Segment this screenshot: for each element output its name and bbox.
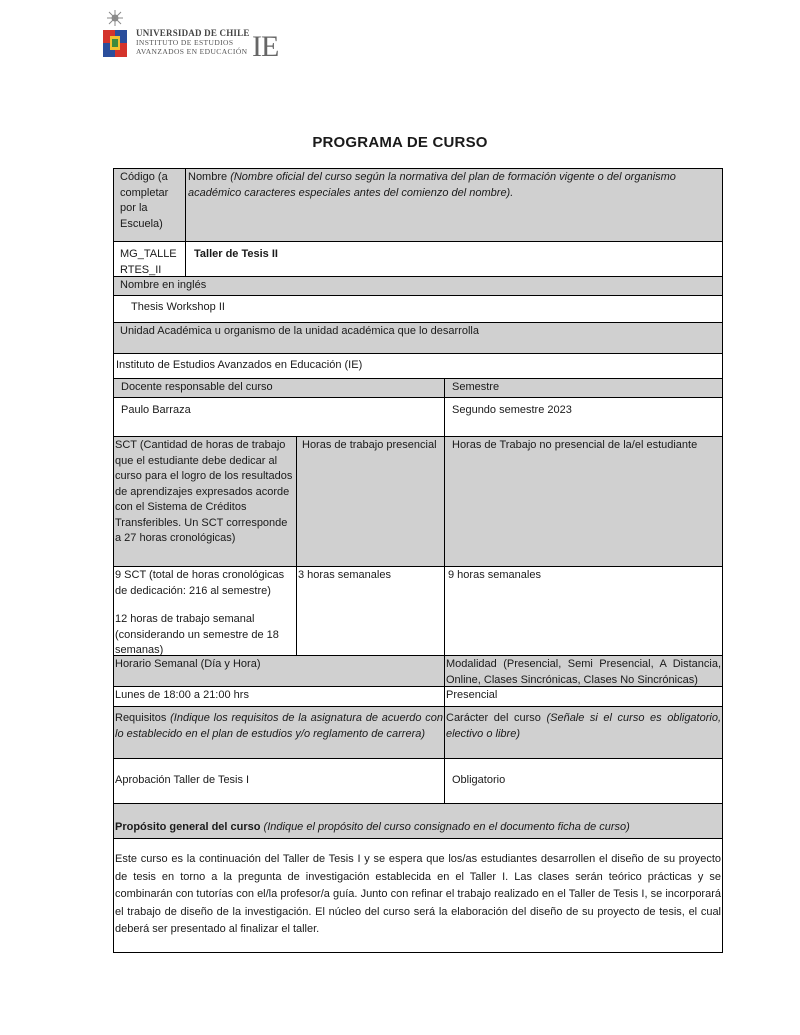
logo-line-3: AVANZADOS EN EDUCACIÓN (136, 47, 248, 56)
modalidad-value: Presencial (446, 689, 498, 701)
semestre-label: Semestre (452, 381, 500, 393)
requisitos-hint: (Indique los requisitos de la asignatura de acuerdo con lo establecido en el plan de estudios y/o reglamento de carrera) (115, 712, 443, 740)
codigo-value-cell (113, 241, 186, 277)
no-presencial-value-cell (444, 566, 723, 656)
caracter-label-cell (444, 706, 723, 759)
requisitos-label-cell (113, 706, 445, 759)
page-title: PROGRAMA DE CURSO (312, 134, 488, 151)
sct-value-line-2: 12 horas de trabajo semanal (considerando un semestre de 18 semanas) (115, 613, 279, 656)
sct-value-line-1: 9 SCT (total de horas cronológicas de dedicación: 216 al semestre) (115, 569, 285, 597)
caracter-value: Obligatorio (452, 774, 506, 786)
university-emblem-icon (101, 10, 129, 60)
docente-value-cell (113, 397, 445, 437)
nombre-ingles-value-cell (113, 295, 723, 323)
modalidad-label: Modalidad (Presencial, Semi Presencial, A Distancia, Online, Clases Sincrónicas, Clases No Sincrónicas) (446, 658, 721, 686)
proposito-value: Este curso es la continuación del Taller de Tesis I y se espera que los/as estudiantes desarrollen el diseño de su proyecto de tesis en torno a la pregunta de investigación establecida en el Taller I. Las clases serán teórico prácticas y se combinarán con tutorías con el/la profesor/a guía. Junto con refinar el trabajo realizado en el Taller de Tesis I, se incorporará el trabajo de diseño de la investigación. El núcleo del curso será la elaboración del diseño de su proyecto de tesis, el cual deberá ser presentado al finalizar el taller. (115, 853, 721, 935)
modalidad-value-cell (444, 686, 723, 707)
codigo-label: Código (a completar por la Escuela) (120, 171, 169, 230)
horario-label: Horario Semanal (Día y Hora) (115, 658, 261, 670)
presencial-value-cell (296, 566, 445, 656)
nombre-label: Nombre (188, 171, 228, 183)
no-presencial-label-cell (444, 436, 723, 567)
semestre-label-cell (444, 378, 723, 398)
horario-value: Lunes de 18:00 a 21:00 hrs (115, 689, 249, 701)
unidad-value-cell (113, 353, 723, 379)
modalidad-label-cell (444, 655, 723, 687)
requisitos-value-cell (113, 758, 445, 804)
requisitos-label: Requisitos (115, 712, 167, 724)
sct-value-cell (113, 566, 297, 656)
caracter-value-cell (444, 758, 723, 804)
logo-line-2: INSTITUTO DE ESTUDIOS (136, 38, 234, 47)
unidad-label: Unidad Académica u organismo de la unidad académica que lo desarrolla (120, 325, 479, 337)
presencial-label: Horas de trabajo presencial (302, 439, 437, 451)
ie-logo-mark: IE (252, 30, 279, 63)
institution-logo (101, 10, 291, 62)
logo-wordmark (136, 29, 266, 56)
sct-label: SCT (Cantidad de horas de trabajo que el estudiante debe dedicar al curso para el logro de los resultados de aprendizajes expresados acorde con el Sistema de Créditos Transferibles. Un SCT corresponde a 27 horas cronológicas) (115, 439, 293, 544)
horario-label-cell (113, 655, 445, 687)
semestre-value: Segundo semestre 2023 (452, 404, 572, 416)
nombre-ingles-value: Thesis Workshop II (131, 301, 225, 313)
unidad-value: Instituto de Estudios Avanzados en Educación (IE) (116, 359, 363, 371)
requisitos-value: Aprobación Taller de Tesis I (115, 774, 250, 786)
docente-value: Paulo Barraza (121, 404, 191, 416)
nombre-ingles-label: Nombre en inglés (120, 279, 207, 291)
proposito-hint: (Indique el propósito del curso consignado en el documento ficha de curso) (263, 821, 630, 833)
nombre-label-cell (185, 168, 723, 242)
presencial-label-cell (296, 436, 445, 567)
presencial-value: 3 horas semanales (298, 569, 391, 581)
proposito-label-cell (113, 803, 723, 839)
logo-line-1: UNIVERSIDAD DE CHILE (136, 28, 250, 38)
caracter-label: Carácter del curso (446, 712, 541, 724)
no-presencial-value: 9 horas semanales (448, 569, 541, 581)
nombre-value: Taller de Tesis II (194, 248, 278, 260)
caracter-hint: (Señale si el curso es obligatorio, electivo o libre) (446, 712, 722, 740)
codigo-label-cell (113, 168, 186, 242)
semestre-value-cell (444, 397, 723, 437)
horario-value-cell (113, 686, 445, 707)
docente-label: Docente responsable del curso (121, 381, 273, 393)
docente-label-cell (113, 378, 445, 398)
proposito-label: Propósito general del curso (115, 821, 261, 833)
nombre-hint: (Nombre oficial del curso según la normativa del plan de formación vigente o del organismo académico caracteres especiales antes del comienzo del nombre). (188, 171, 676, 199)
no-presencial-label: Horas de Trabajo no presencial de la/el estudiante (452, 439, 698, 451)
codigo-value: MG_TALLERTES_II (120, 248, 177, 276)
unidad-label-cell (113, 322, 723, 354)
proposito-value-cell (113, 838, 723, 953)
nombre-ingles-label-cell (113, 276, 723, 296)
sct-label-cell (113, 436, 297, 567)
nombre-value-cell (185, 241, 723, 277)
